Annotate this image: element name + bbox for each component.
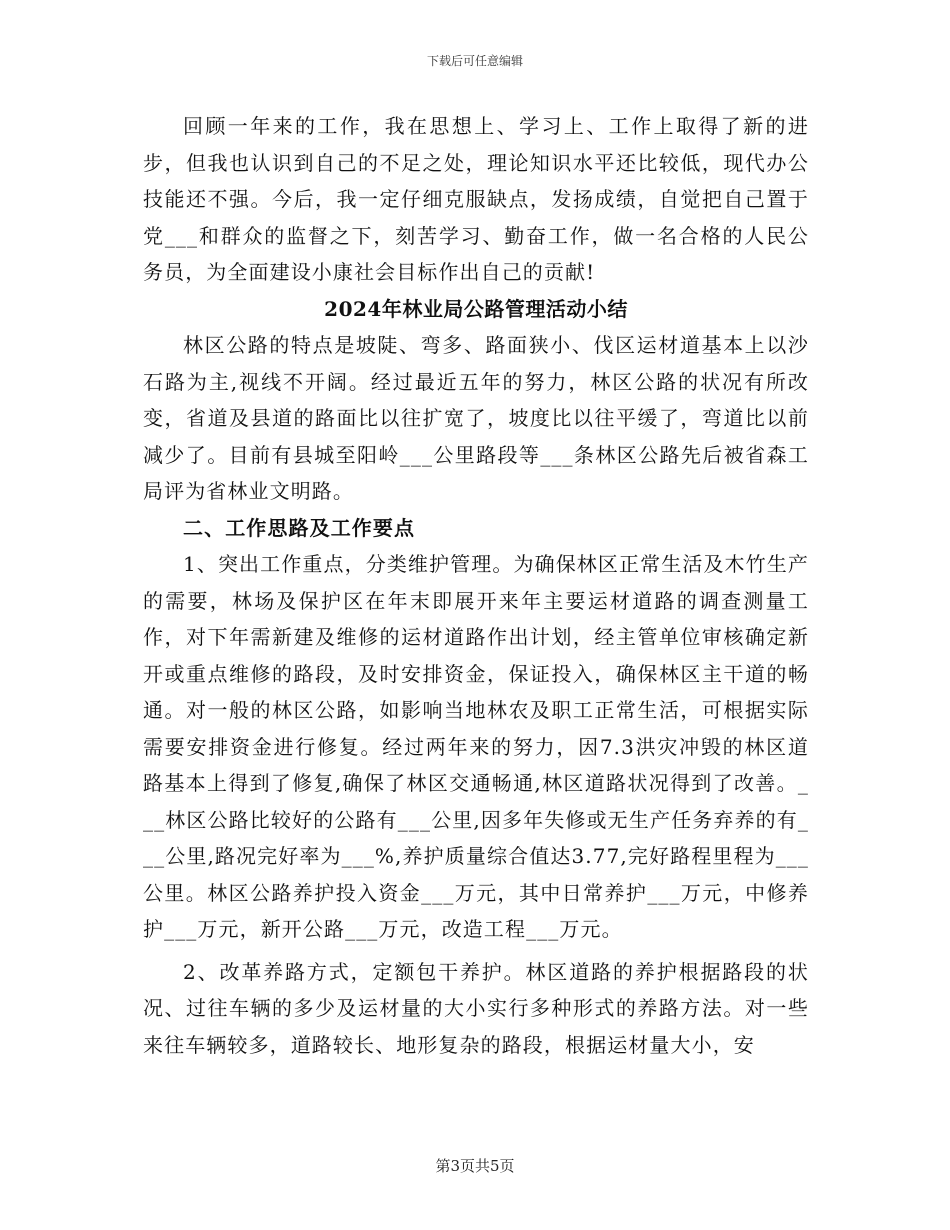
page-header: 下载后可任意编辑 bbox=[426, 54, 523, 68]
section-title: 2024年林业局公路管理活动小结 bbox=[324, 296, 628, 321]
paragraph-point-1: 1、突出工作重点，分类维护管理。为确保林区正常生活及木竹生产的需要，林场及保护区在年末即展开来年主要运材道路的调查测量工作，对下年需新建及维修的运材道路作出计划，经主管单位审核确定新开或重点维修的路段，及时安排资金，保证投入，确保林区主干道的畅通。对一般的林区公路，如影响当地林农及职工正常生活，可根据实际需要安排资金进行修复。经过两年来的努力，因7.3洪灾冲毁的林区道路基本上得到了修复,确保了林区交通畅通,林区道路状况得到了改善。___林区公路比较好的公路有___公里,因多年失修或无生产任务弃养的有___公里,路况完好率为___%,养护质量综合值达3.77,完好路程里程为___公里。林区公路养护投入资金___万元，其中日常养护___万元，中修养护___万元，新开公路___万元，改造工程___万元。 bbox=[143, 552, 809, 941]
paragraph-point-2: 2、改革养路方式，定额包干养护。林区道路的养护根据路段的状况、过往车辆的多少及运材量的大小实行多种形式的养路方法。对一些来往车辆较多，道路较长、地形复杂的路段，根据运材量大小，安 bbox=[143, 959, 809, 1057]
page-number: 第3页共5页 bbox=[435, 1157, 515, 1175]
section-heading: 二、工作思路及工作要点 bbox=[183, 515, 416, 540]
paragraph-road-characteristics: 林区公路的特点是坡陡、弯多、路面狭小、伐区运材道基本上以沙石路为主,视线不开阔。经过最近五年的努力，林区公路的状况有所改变，省道及县道的路面比以往扩宽了，坡度比以往平缓了，弯道比以前减少了。目前有县城至阳岭___公里路段等___条林区公路先后被省森工局评为省林业文明路。 bbox=[143, 333, 809, 503]
paragraph-review: 回顾一年来的工作，我在思想上、学习上、工作上取得了新的进步，但我也认识到自己的不足之处，理论知识水平还比较低，现代办公技能还不强。今后，我一定仔细克服缺点，发扬成绩，自觉把自己置于党___和群众的监督之下，刻苦学习、勤奋工作，做一名合格的人民公务员，为全面建设小康社会目标作出自己的贡献! bbox=[143, 114, 809, 284]
document-body bbox=[143, 108, 809, 1063]
